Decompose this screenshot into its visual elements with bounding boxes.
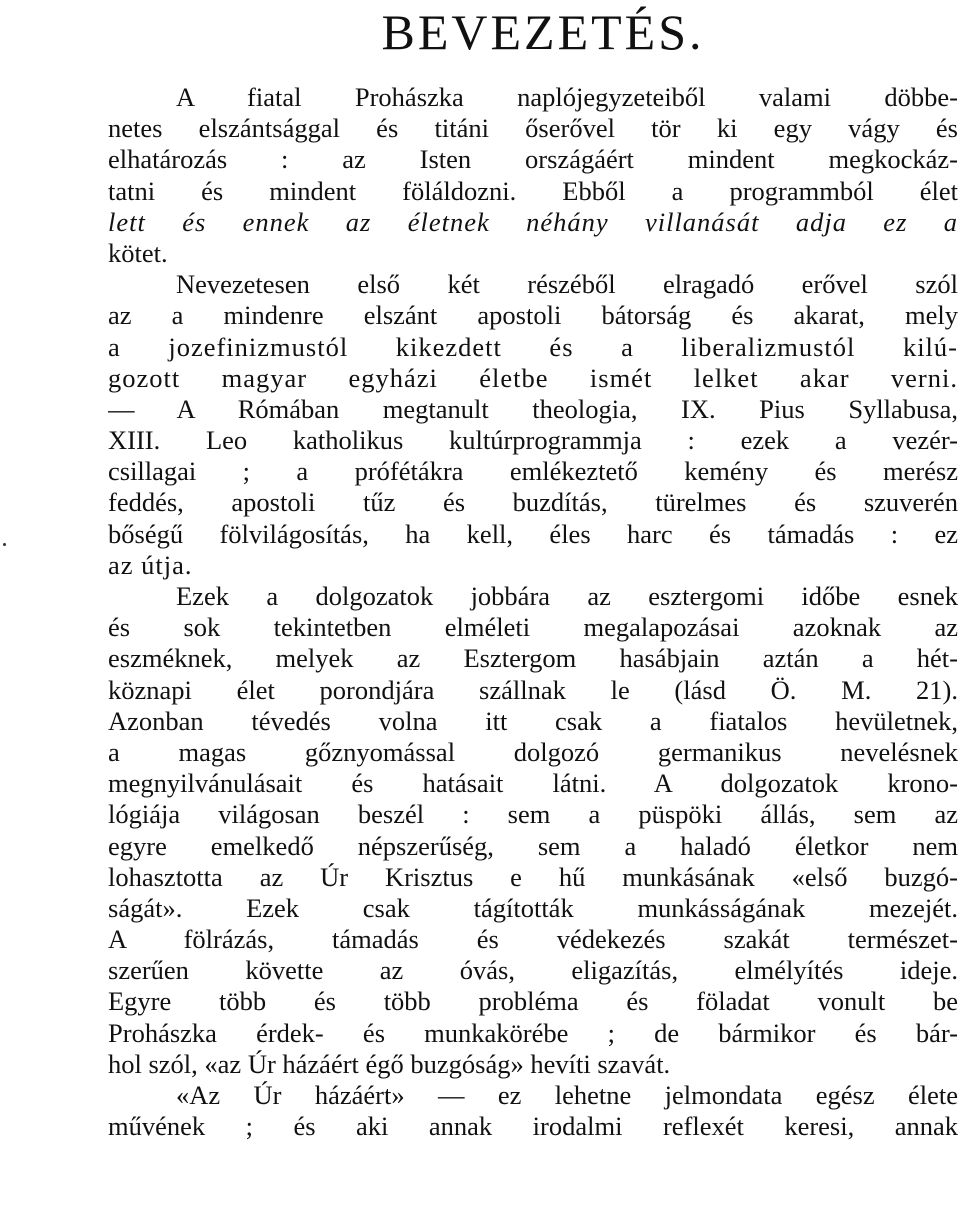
text-line: lett és ennek az életnek néhány villanását adja ez a <box>108 206 958 237</box>
text-line: lohasztotta az Úr Krisztus e hű munkásának «első buzgó- <box>108 861 958 892</box>
text-line: Prohászka érdek- és munkakörébe ; de bármikor és bár- <box>108 1017 958 1048</box>
page-title: BEVEZETÉS. <box>381 4 705 60</box>
text-line: gozott magyar egyházi életbe ismét lelket akar verni. <box>108 362 958 393</box>
text-line: lógiája világosan beszél : sem a püspöki állás, sem az <box>108 799 958 830</box>
stray-ink-dot <box>3 543 6 546</box>
text-line: egyre emelkedő népszerűség, sem a haladó életkor nem <box>108 830 958 861</box>
text-line: «Az Úr házáért» — ez lehetne jelmondata egész élete <box>176 1080 958 1110</box>
text-line: bőségű fölvilágosítás, ha kell, éles harc és támadás : ez <box>108 518 958 549</box>
text-line: Egyre több és több probléma és föladat vonult be <box>108 986 958 1017</box>
text-line: A fiatal Prohászka naplójegyzeteiből valami döbbe- <box>176 82 958 112</box>
text-line: — A Rómában megtanult theologia, IX. Pius Syllabusa, <box>108 393 958 424</box>
text-line: eszméknek, melyek az Esztergom hasábjain aztán a hét- <box>108 643 958 674</box>
text-line: kötet. <box>108 237 168 268</box>
text-line: a jozefinizmustól kikezdett és a liberalizmustól kilú- <box>108 331 958 362</box>
text-line: tatni és mindent föláldozni. Ebből a programmból élet <box>108 175 958 206</box>
text-line: a magas gőznyomással dolgozó germanikus nevelésnek <box>108 736 958 767</box>
text-line: Nevezetesen első két részéből elragadó erővel szól <box>176 269 958 300</box>
text-line: és sok tekintetben elméleti megalapozásai azoknak az <box>108 612 958 643</box>
text-line: csillagai ; a prófétákra emlékeztető kemény és merész <box>108 456 958 487</box>
text-line: elhatározás : az Isten országáért mindent megkockáz- <box>108 144 958 175</box>
text-line: Azonban tévedés volna itt csak a fiatalos hevületnek, <box>108 705 958 736</box>
text-line: netes elszántsággal és titáni őserővel tör ki egy vágy és <box>108 113 958 144</box>
text-line: az útja. <box>108 549 193 580</box>
document-page <box>108 0 958 1142</box>
text-line: művének ; és aki annak irodalmi reflexét keresi, annak <box>108 1111 958 1142</box>
text-line: hol szól, «az Úr házáért égő buzgóság» hevíti szavát. <box>108 1048 671 1079</box>
text-line: Ezek a dolgozatok jobbára az esztergomi időbe esnek <box>176 581 958 611</box>
text-line: XIII. Leo katholikus kultúrprogrammja : ezek a vezér- <box>108 425 958 456</box>
text-line: ságát». Ezek csak tágították munkásságának mezejét. <box>108 892 958 923</box>
text-line: A fölrázás, támadás és védekezés szakát természet- <box>108 924 958 955</box>
text-line: megnyilvánulásait és hatásait látni. A dolgozatok krono- <box>108 768 958 799</box>
text-line: szerűen követte az óvás, eligazítás, elmélyítés ideje. <box>108 955 958 986</box>
body-text <box>108 82 958 1142</box>
text-line: feddés, apostoli tűz és buzdítás, türelmes és szuverén <box>108 487 958 518</box>
text-line: köznapi élet porondjára szállnak le (lásd Ö. M. 21). <box>108 674 958 705</box>
text-line: az a mindenre elszánt apostoli bátorság és akarat, mely <box>108 300 958 331</box>
